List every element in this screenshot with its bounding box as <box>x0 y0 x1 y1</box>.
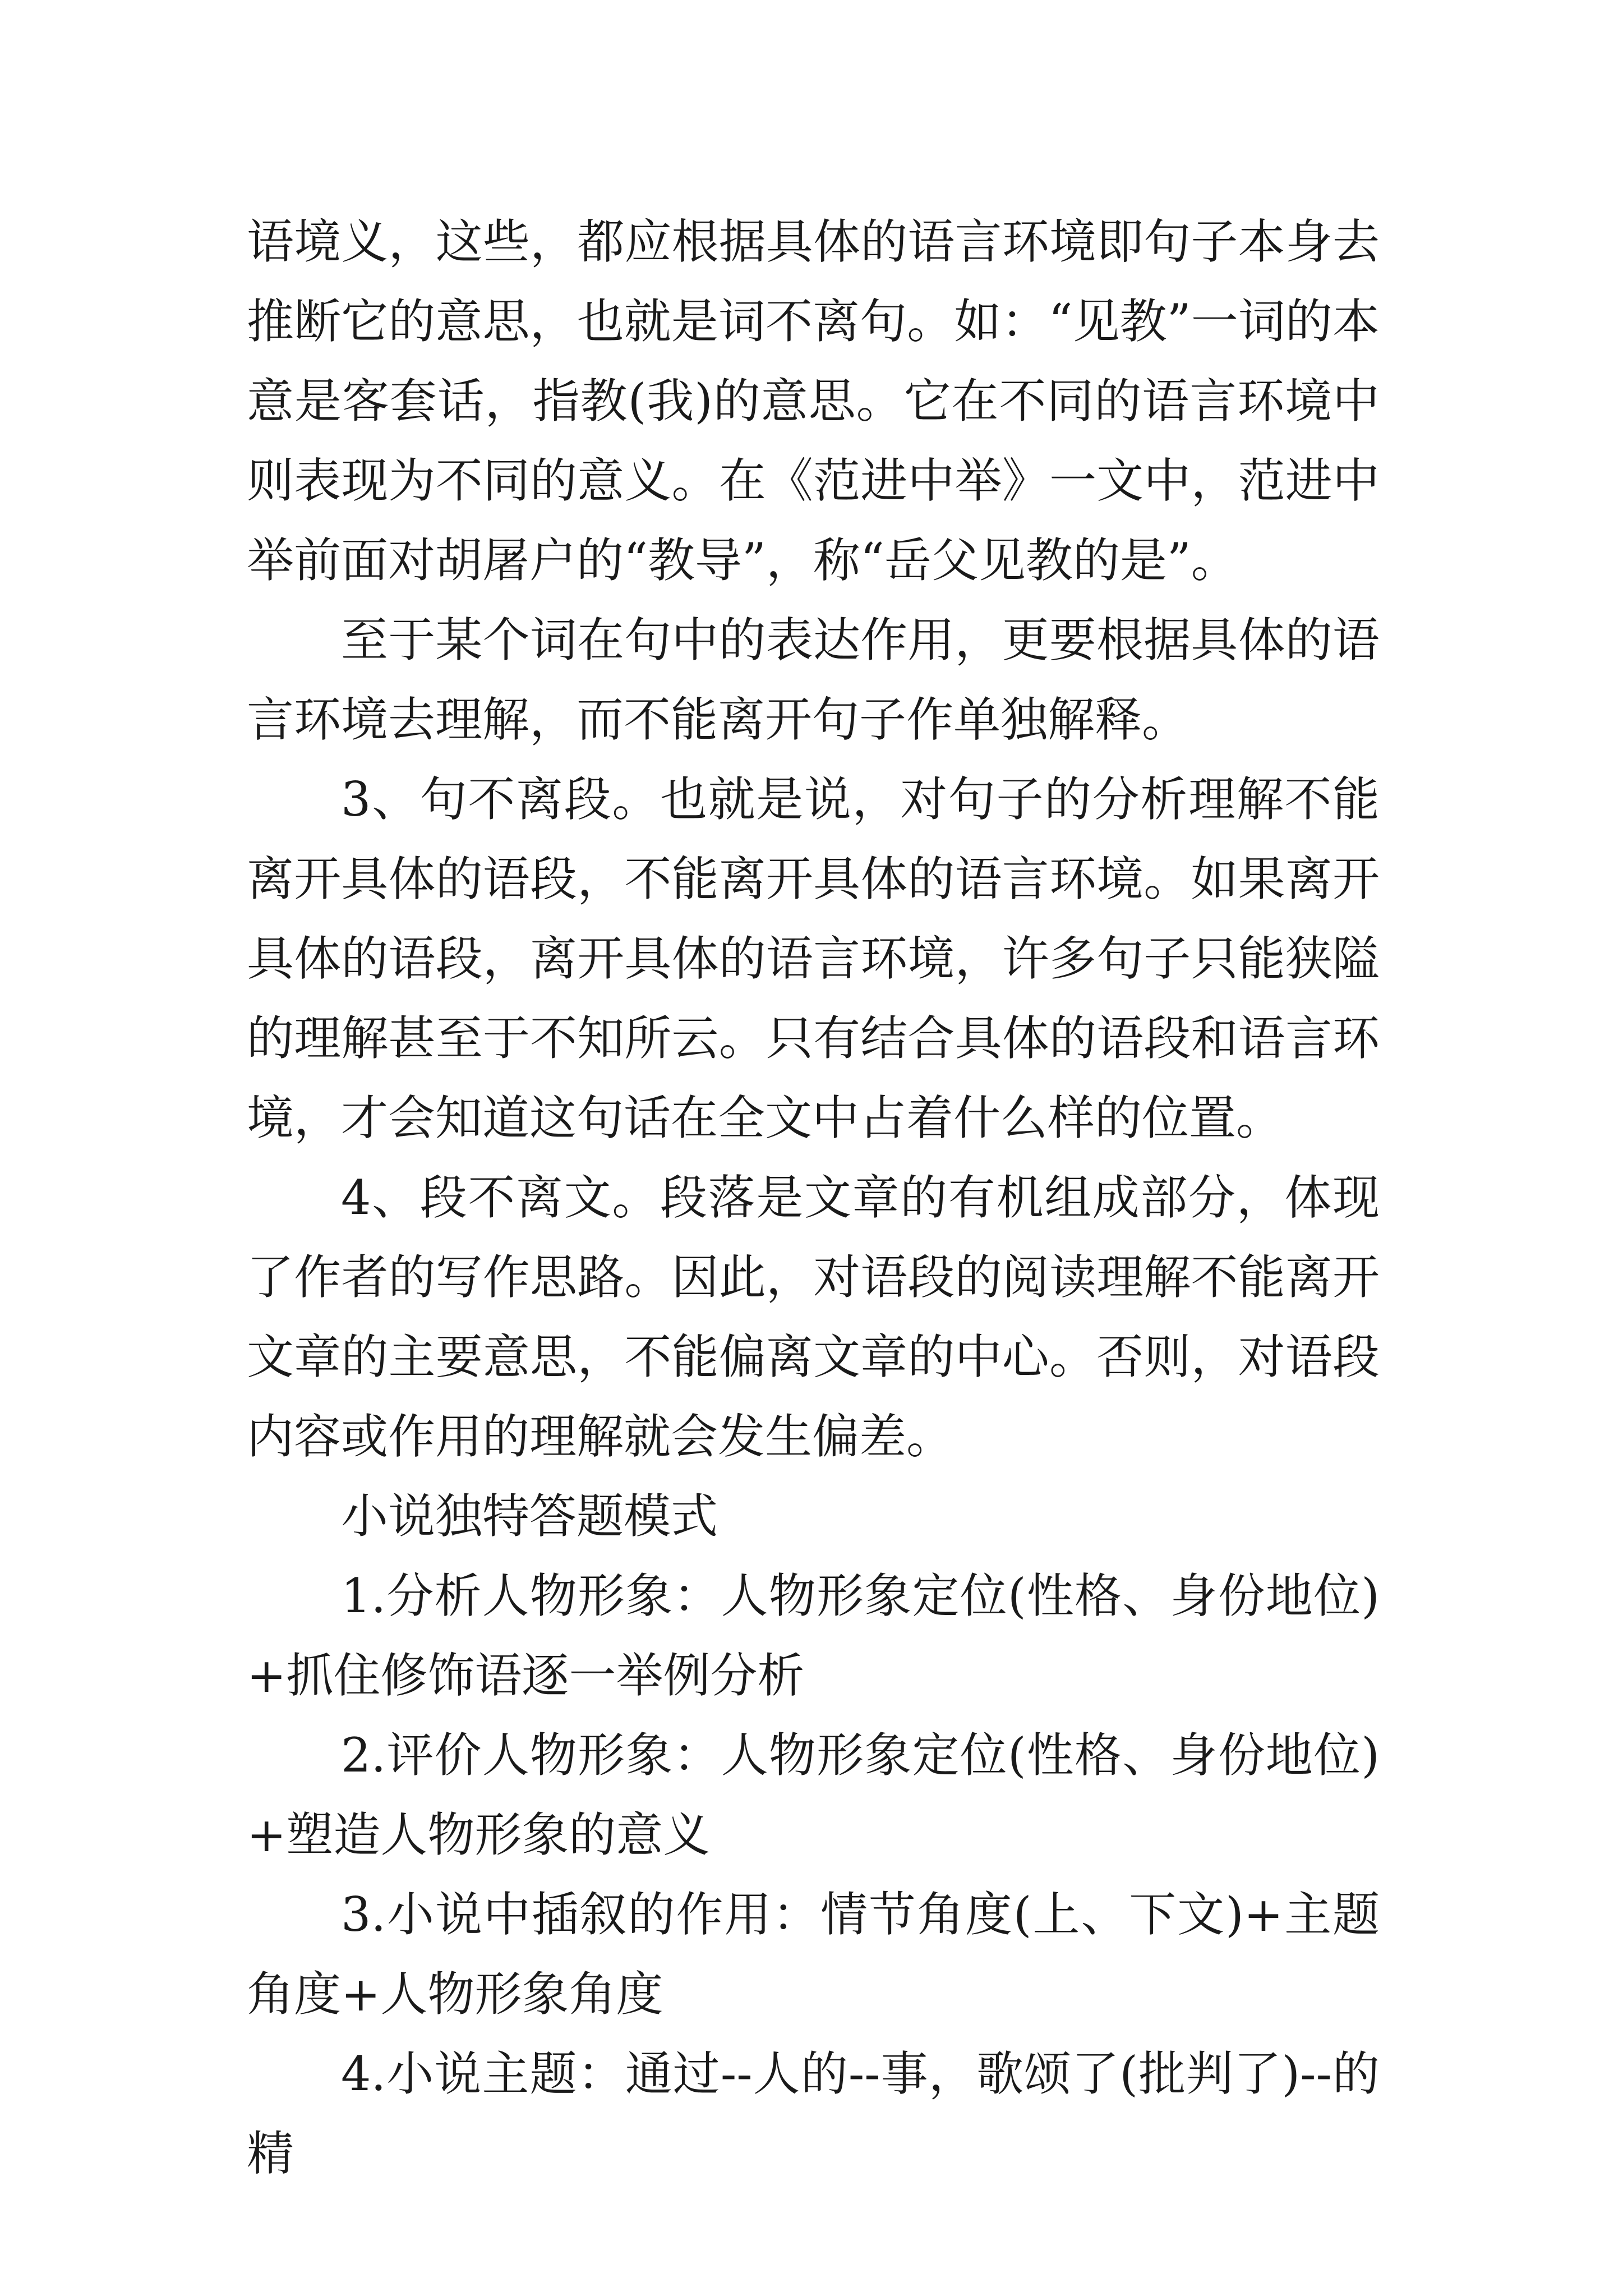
list-item-flashback-function: 3.小说中插叙的作用：情节角度(上、下文)+主题角度+人物形象角度 <box>247 1887 1380 2022</box>
paragraph-word-function: 至于某个词在句中的表达作用，更要根据具体的语言环境去理解，而不能离开句子作单独解释。 <box>247 613 1380 747</box>
paragraph-context-meaning: 语境义，这些，都应根据具体的语言环境即句子本身去推断它的意思，也就是词不离句。如：“见教”一词的本意是客套话，指教(我)的意思。它在不同的语言环境中则表现为不同的意义。在《范进中举》一文中，范进中举前面对胡屠户的“教导”，称“岳父见教的是”。 <box>247 214 1380 588</box>
list-item-novel-theme: 4.小说主题：通过--人的--事，歌颂了(批判了)--的精 <box>247 2046 1380 2181</box>
list-item-evaluate-character: 2.评价人物形象：人物形象定位(性格、身份地位)+塑造人物形象的意义 <box>247 1728 1380 1862</box>
section-heading-novel-answer-patterns: 小说独特答题模式 <box>341 1489 718 1544</box>
paragraph-sentence-in-section: 3、句不离段。也就是说，对句子的分析理解不能离开具体的语段，不能离开具体的语言环境。如果离开具体的语段，离开具体的语言环境，许多句子只能狭隘的理解甚至于不知所云。只有结合具体的语段和语言环境，才会知道这句话在全文中占着什么样的位置。 <box>247 772 1380 1145</box>
document-body <box>247 202 1380 2193</box>
paragraph-section-in-text: 4、段不离文。段落是文章的有机组成部分，体现了作者的写作思路。因此，对语段的阅读理解不能离开文章的主要意思，不能偏离文章的中心。否则，对语段内容或作用的理解就会发生偏差。 <box>247 1170 1380 1464</box>
list-item-analyze-character: 1.分析人物形象：人物形象定位(性格、身份地位)+抓住修饰语逐一举例分析 <box>247 1568 1380 1703</box>
